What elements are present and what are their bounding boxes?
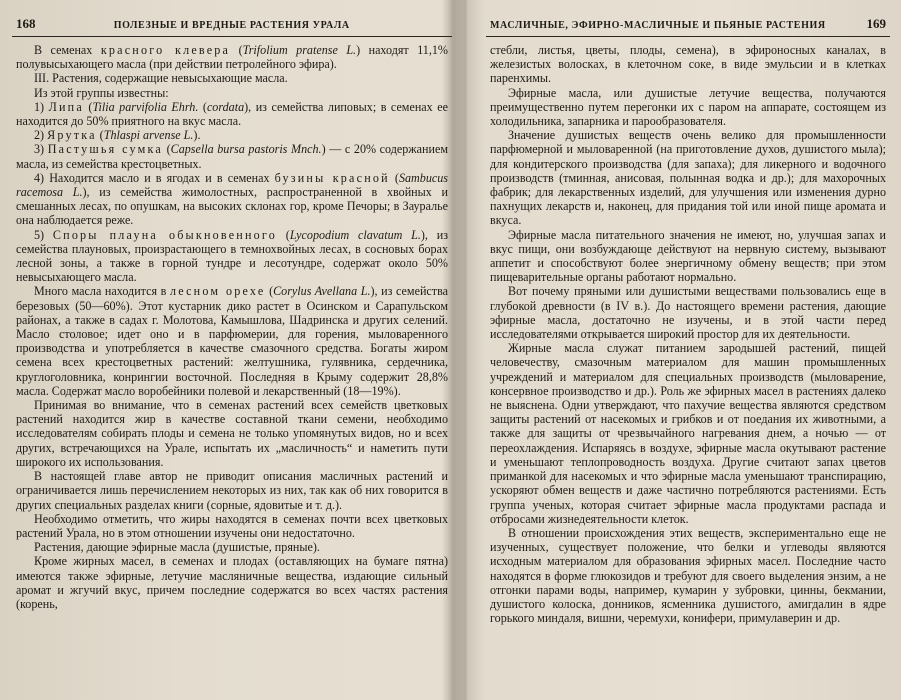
text-run: (	[265, 284, 274, 299]
paragraph	[490, 128, 886, 227]
text-run: (	[162, 142, 171, 157]
text-run: Кроме жирных масел, в семенах и плодах (оставляющих на бумаге пятна) имеются также эфирные, летучие масляничные вещества, издающие сильный аромат и жгучий вкус, причем последние содержатся во всех частях растения (корень,	[16, 554, 448, 611]
paragraph	[490, 284, 886, 341]
text-run: ).	[193, 128, 201, 143]
text-run: (	[198, 99, 207, 114]
text-run: ), из семейства березовых (50—60%). Этот кустарник дико растет в Осинском и Сарапульском районах, а также в садах г. Молотова, Камышлова, Шадринска и других селений. Масло столовое; идет оно и в парфюмерии, для горения, мыловаренного производства и употребляется в качестве смазочного средства. Богаты жиром семена всех крестоцветных растений: желтушника, гулявника, сердечника, круглоголовника, конрингии восточной. Последняя в Крыму содержит 28,8% масла. Содержат масло воробейники полевой и лекарственный (18—19%).	[16, 284, 448, 398]
paragraph	[490, 86, 886, 129]
right-running-head	[486, 10, 890, 37]
plant-name: бузины красной	[274, 170, 390, 185]
text-run: Значение душистых веществ очень велико для промышленности парфюмерной и мыловаренной (на приготовление духов, душистого мыла); для кондитерского производства (для запаха); для ликерного и водочного производств (тминная, анисовая, полынная водка и др.); для махорочных фабрик; для лекарственных изделий, для улучшения или изменения дурно пахнущих лекарств и, наконец, для придания той или иной пище аромата и вкуса.	[490, 128, 886, 228]
plant-name: Ярутка	[47, 128, 97, 143]
left-page-text	[12, 37, 452, 611]
paragraph	[490, 526, 886, 625]
paragraph	[16, 100, 448, 128]
paragraph	[16, 398, 448, 469]
paragraph	[16, 142, 448, 170]
text-run: (	[96, 128, 104, 143]
text-run: 5)	[34, 227, 53, 242]
paragraph	[16, 540, 448, 554]
text-run: (	[276, 227, 290, 242]
paragraph	[16, 284, 448, 398]
text-run: В семенах	[34, 43, 101, 57]
paragraph	[16, 469, 448, 512]
paragraph	[490, 228, 886, 285]
paragraph	[16, 228, 448, 285]
text-run: Необходимо отметить, что жиры находятся в семенах почти всех цветковых растений Урала, но в этом отношении изучены они недостаточно.	[16, 511, 448, 540]
text-run: В настоящей главе автор не приводит описания масличных растений и ограничивается лишь перечислением некоторых из них, так как об них говорится в других специальных разделах книги (сорные, ядовитые и т. д.).	[16, 469, 448, 512]
text-run: Вот почему пряными или душистыми веществами пользовались еще в глубокой древности (в IV в.). До настоящего времени растения, дающие эфирные масла, достаточно не изучены, и в этой части перед исследователями открывается широкий простор для их деятельности.	[490, 284, 886, 342]
text-run: Растения, дающие эфирные масла (душистые, пряные).	[34, 540, 320, 555]
text-run: Много масла находится в	[34, 284, 170, 299]
text-run: ) находят 11,1% полувысыхающего масла (при действии петролейного эфира).	[16, 43, 449, 72]
left-page-number: 168	[16, 16, 36, 31]
text-run: ) — с 20% содержанием масла, из семейства крестоцветных.	[16, 142, 448, 171]
right-running-title: МАСЛИЧНЫЕ, ЭФИРНО-МАСЛИЧНЫЕ И ПЬЯНЫЕ РАСТЕНИЯ	[490, 20, 826, 31]
text-run: Эфирные масла питательного значения не имеют, но, улучшая запах и вкус пищи, они возбуждающе действуют на нервную систему, вызывают аппетит и способствуют более энергичному обмену веществ; при этом пищеварительные органы работают нормально.	[490, 227, 886, 285]
paragraph	[16, 128, 448, 142]
text-run: 4) Находится масло и в ягодах и в семенах	[34, 170, 275, 185]
paragraph	[16, 43, 448, 71]
text-run: ), из семейства плауновых, произрастающего в темнохвойных лесах, в сосновых борах лесной зоны, а также в горной тундре и лесотундре, содержат около 50% невысыхающего масла.	[16, 227, 448, 285]
text-run: (	[83, 99, 93, 114]
text-run: стебли, листья, цветы, плоды, семена), в эфироносных каналах, в железистых волосках, в клеточном соке, в виде эмульсии и в клетках паренхимы.	[490, 43, 886, 86]
text-run: В отношении происхождения этих веществ, экспериментально еще не изученных, существует положение, что белки и углеводы являются исходным материалом для образования эфирных масел. Последние часто находятся в форме глюкозидов и требуют для своего выделения энзим, а не отгонки парами воды, например, кумарин у зубровки, цинны, бекмании, душистого колоска, донников, ясменника душистого, амигдалин в ядре горького миндаля, вишни, черемухи, конифери, примулаверин и др.	[490, 525, 886, 626]
paragraph	[490, 43, 886, 86]
right-page-number: 169	[866, 16, 886, 31]
left-running-title: ПОЛЕЗНЫЕ И ВРЕДНЫЕ РАСТЕНИЯ УРАЛА	[113, 20, 350, 31]
paragraph	[16, 86, 448, 100]
paragraph	[16, 171, 448, 228]
latin-name: cordata	[206, 99, 245, 114]
text-run: ), из семейства липовых; в семенах ее находится до 50% приятного на вкус масла.	[16, 99, 448, 129]
paragraph	[16, 554, 448, 611]
latin-name: Corylus Avellana L.	[273, 284, 371, 299]
latin-name: Capsella bursa pastoris Mnch.	[170, 142, 322, 157]
text-run: Жирные масла служат питанием зародышей растений, пищей человечеству, смазочным материалом для машин промышленных учреждений и материалом для специальных производств (мыловарение, консервное производство и др.). Роль же эфирных масел в растениях далеко не выяснена. Одни утверждают, что пахучие вещества являются средством защиты растений от насекомых и грибков и от поедания их животными, а также для защиты от чрезвычайного нагревания днем, а ночью — от переохлаждения. Испаряясь в воздухе, эфирные масла окутывают растение и уменьшают теплопроводность воздуха. Другие считают запах цветов приманкой для насекомых и что эфирные масла уменьшают транспирацию, ускоряют обмен веществ и даже частично потребляются растениями. Есть группа ученых, которая считает эфирные масла продуктами распада и отбросами жизнедеятельности клеток.	[490, 341, 886, 526]
text-run: 1)	[34, 99, 49, 114]
paragraph	[16, 512, 448, 540]
text-run: 2)	[34, 128, 48, 143]
text-run: Принимая во внимание, что в семенах растений всех семейств цветковых растений находится жир в качестве составной ткани семени, необходимо исследователям собирать плоды и семена не только упомянутых видов, но и всех других, встречающихся на Урале, испытать их „масличность“ и наметить пути широкого их использования.	[16, 398, 448, 469]
latin-name: Trifolium pratense L.	[242, 43, 357, 57]
text-run: (	[389, 170, 399, 185]
plant-name: красного клевера	[100, 43, 231, 57]
text-run: III. Растения, содержащие невысыхающие масла.	[34, 71, 288, 86]
latin-name: Lycopodium clavatum L.	[289, 227, 421, 242]
paragraph	[16, 71, 448, 85]
latin-name: Tilia parvifolia Ehrh.	[92, 99, 199, 114]
text-run: (	[230, 43, 243, 57]
latin-name: Sambucus racemosa L.	[16, 170, 448, 200]
left-running-head	[12, 10, 452, 37]
latin-name: Thlaspi arvense L.	[103, 128, 194, 143]
left-page	[12, 10, 452, 694]
paragraph	[490, 341, 886, 526]
text-run: ), из семейства жимолостных, распространенной в хвойных и смешанных лесах, по опушкам, на высоких склонах гор, кроме Печоры; в Зауралье она наблюдается реже.	[16, 185, 449, 228]
plant-name: Споры плауна обыкновенного	[52, 227, 277, 242]
book-gutter	[448, 0, 484, 700]
right-page	[486, 10, 890, 694]
plant-name: Пастушья сумка	[47, 142, 163, 157]
plant-name: Липа	[48, 99, 84, 114]
right-page-text	[486, 37, 890, 625]
text-run: Из этой группы известны:	[34, 85, 169, 100]
text-run: 3)	[34, 142, 48, 157]
text-run: Эфирные масла, или душистые летучие вещества, получаются преимущественно путем перегонки их с паром на аппарате, состоящем из холодильника, запарника и парообразователя.	[490, 85, 886, 129]
plant-name: лесном орехе	[170, 284, 266, 299]
